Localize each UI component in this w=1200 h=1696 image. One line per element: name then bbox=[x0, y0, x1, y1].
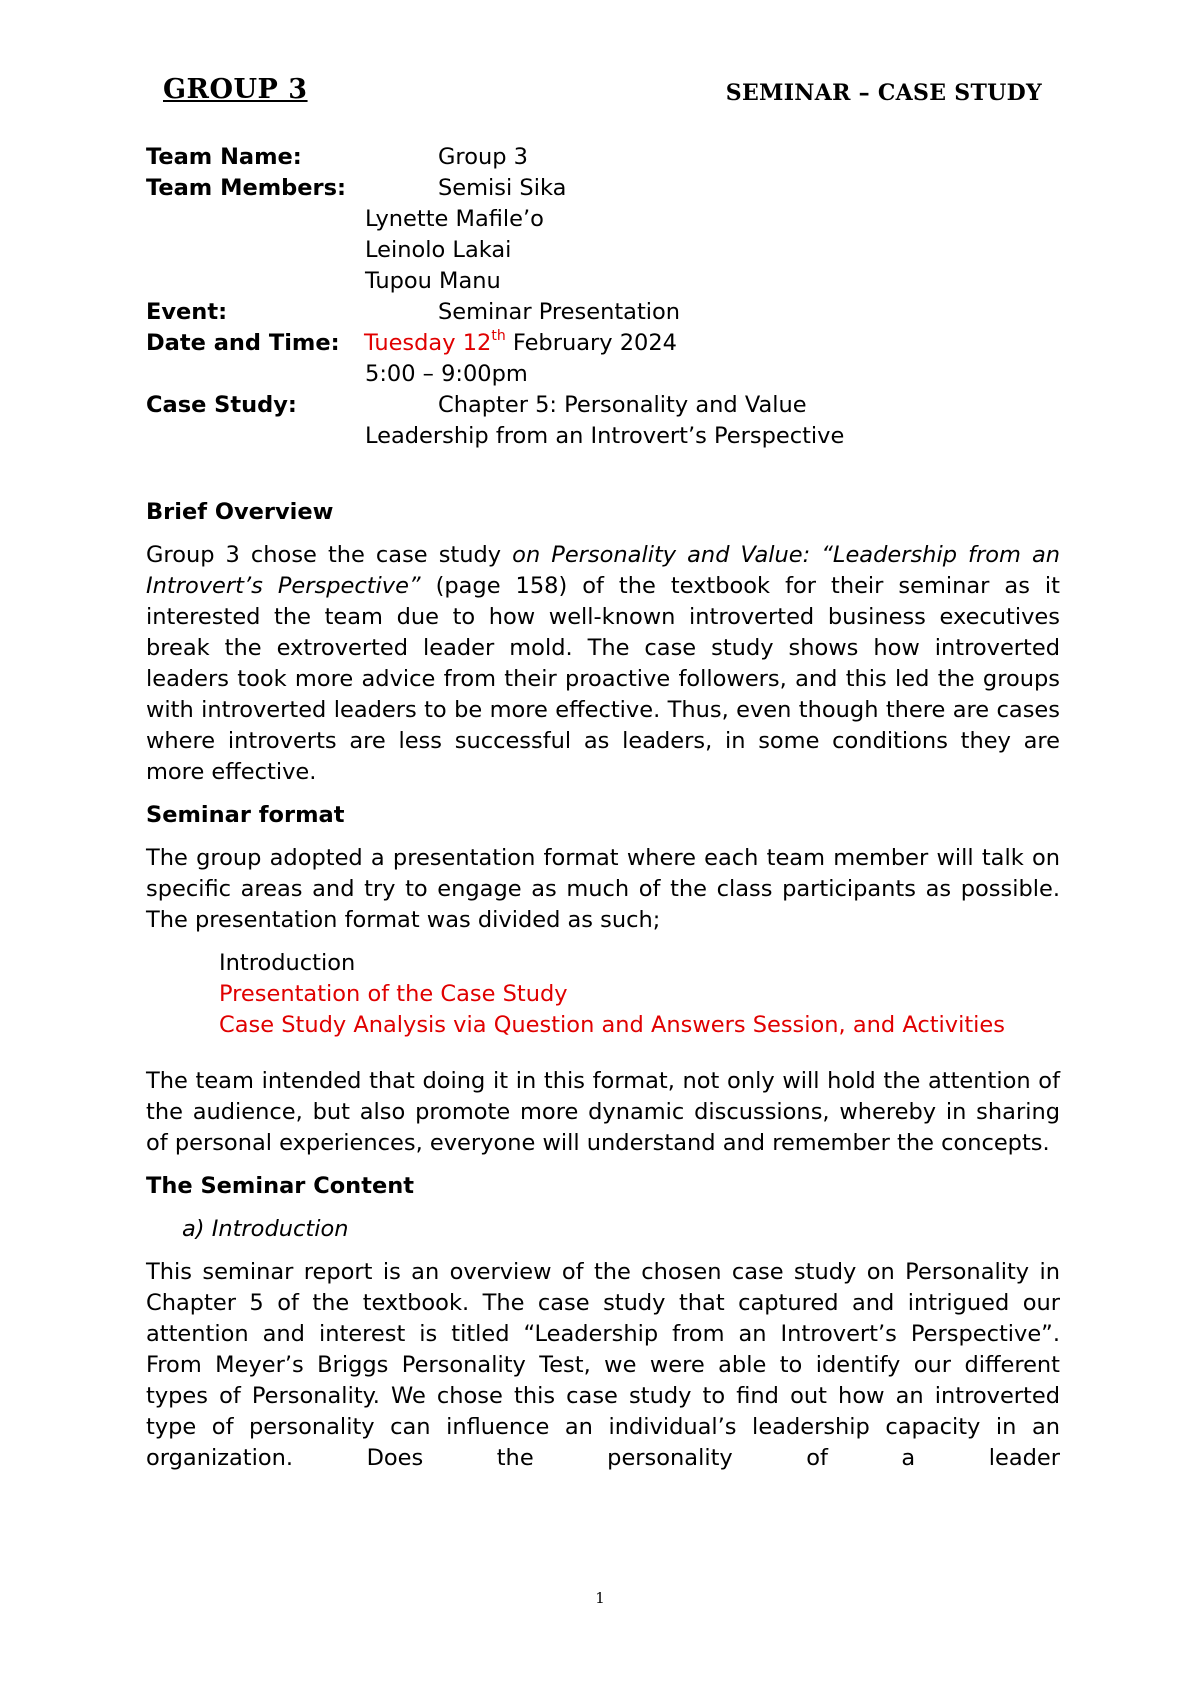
case-study-label: Case Study: bbox=[146, 392, 297, 418]
format-item-presentation: Presentation of the Case Study bbox=[219, 981, 568, 1007]
team-member: Leinolo Lakai bbox=[365, 237, 512, 263]
brief-overview-paragraph bbox=[146, 540, 1060, 788]
team-member-row bbox=[146, 235, 1060, 266]
date-suffix: th bbox=[491, 327, 506, 344]
overview-text-rest: (page 158) of the textbook for their seminar as it interested the team due to how well-known introverted business executives break the extroverted leader mold. The case study shows how introverted leaders took more advice from their proactive followers, and this led the groups with introverted leaders to be more effective. Thus, even though there are cases where introverts are less successful as leaders, in some conditions they are more effective. bbox=[146, 573, 1060, 785]
team-name-value: Group 3 bbox=[438, 144, 528, 170]
case-study-row bbox=[146, 390, 1060, 421]
team-member: Tupou Manu bbox=[365, 268, 501, 294]
seminar-format-heading: Seminar format bbox=[146, 802, 345, 828]
case-study-chapter: Chapter 5: Personality and Value bbox=[438, 392, 807, 418]
brief-overview-heading: Brief Overview bbox=[146, 499, 334, 525]
page-number: 1 bbox=[595, 1589, 605, 1607]
introduction-paragraph: This seminar report is an overview of the chosen case study on Personality in Chapter 5 of the textbook. The case study that captured and intrigued our attention and interest is titled “Leadership from an Introvert’s Perspective”. From Meyer’s Briggs Personality Test, we were able to identify our different types of Personality. We chose this case study to find out how an introverted type of personality can influence an individual’s leadership capacity in an organization. Does the personality of a leader bbox=[146, 1259, 1060, 1471]
team-name-row bbox=[146, 142, 1060, 173]
date-day: Tuesday 12 bbox=[364, 330, 492, 356]
case-study-title-row bbox=[146, 421, 1060, 452]
overview-text-start: Group 3 chose the case study bbox=[146, 542, 513, 568]
team-members-row bbox=[146, 173, 1060, 204]
date-label: Date and Time: bbox=[146, 330, 340, 356]
date-month-year: February 2024 bbox=[505, 330, 677, 356]
date-value bbox=[364, 328, 677, 359]
team-name-label: Team Name: bbox=[146, 144, 302, 170]
case-study-title: Leadership from an Introvert’s Perspective bbox=[365, 423, 845, 449]
date-row bbox=[146, 328, 1060, 359]
header-group-title: GROUP 3 bbox=[163, 74, 308, 105]
document-body bbox=[146, 142, 1060, 1474]
team-members-label: Team Members: bbox=[146, 175, 347, 201]
subsection-introduction-heading: a) Introduction bbox=[182, 1216, 349, 1242]
seminar-content-heading: The Seminar Content bbox=[146, 1173, 414, 1199]
overview-text-italic: on Personality and Value: “Leadership from an Introvert’s Perspective” bbox=[146, 542, 1060, 599]
team-member: Semisi Sika bbox=[438, 175, 567, 201]
time-value: 5:00 – 9:00pm bbox=[365, 361, 528, 387]
seminar-format-paragraph: The group adopted a presentation format where each team member will talk on specific areas and try to engage as much of the class participants as possible. The presentation format was divided as such; bbox=[146, 845, 1060, 933]
team-member: Lynette Mafile’o bbox=[365, 206, 544, 232]
format-item-introduction: Introduction bbox=[219, 950, 356, 976]
team-member-row bbox=[146, 266, 1060, 297]
event-label: Event: bbox=[146, 299, 228, 325]
event-row bbox=[146, 297, 1060, 328]
format-closing-paragraph: The team intended that doing it in this format, not only will hold the attention of the audience, but also promote more dynamic discussions, whereby in sharing of personal experiences, everyone will understand and remember the concepts. bbox=[146, 1068, 1060, 1156]
event-value: Seminar Presentation bbox=[438, 299, 681, 325]
header-seminar-title: SEMINAR – CASE STUDY bbox=[725, 80, 1042, 106]
time-row bbox=[146, 359, 1060, 390]
team-member-row bbox=[146, 204, 1060, 235]
format-item-analysis: Case Study Analysis via Question and Answers Session, and Activities bbox=[219, 1012, 1005, 1038]
